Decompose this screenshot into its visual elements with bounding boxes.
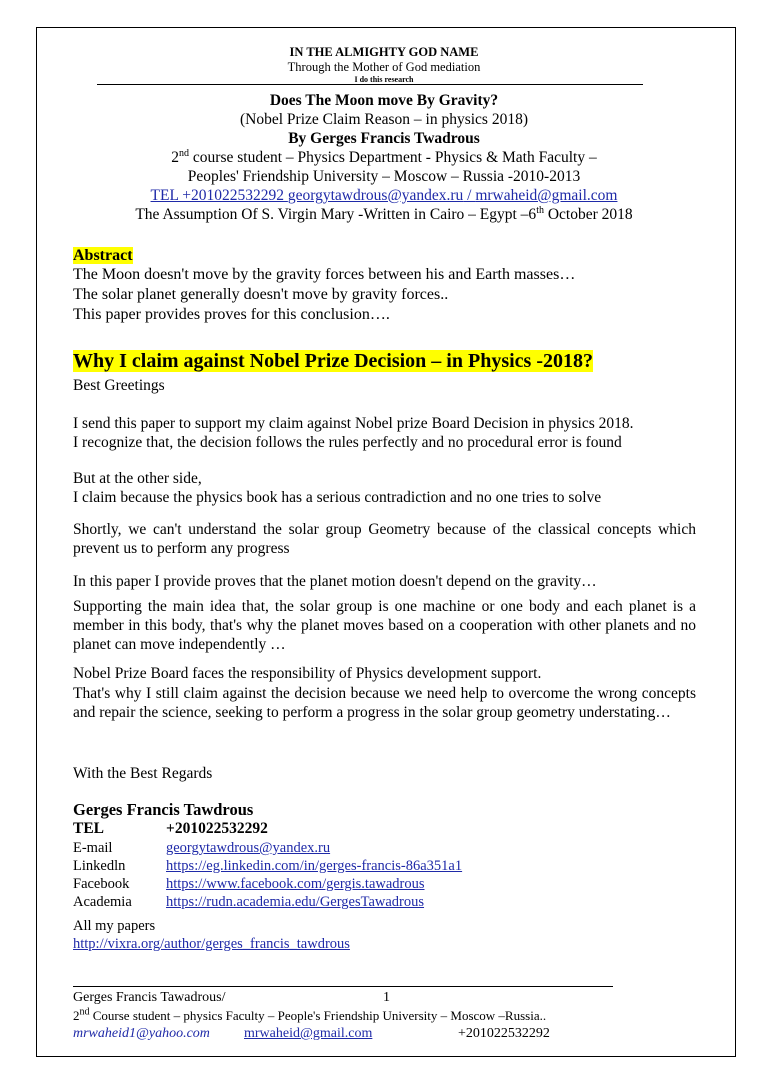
paragraph-4: In this paper I provide proves that the planet motion doesn't depend on the gravity… (73, 573, 597, 590)
abstract-line-2: The solar planet generally doesn't move by gravity forces.. (73, 286, 449, 303)
linkedin-link[interactable]: https://eg.linkedin.com/in/gerges-francis-86a351a1 (166, 858, 463, 874)
header-rule (97, 84, 643, 85)
abstract-line-3: This paper provides proves for this conclusion…. (73, 306, 390, 323)
abstract-line-1: The Moon doesn't move by the gravity forces between his and Earth masses… (73, 266, 576, 283)
email-link-yandex[interactable]: georgytawdrous@yandex.ru (287, 187, 464, 204)
page-number: 1 (383, 990, 390, 1005)
greeting: Best Greetings (73, 377, 165, 394)
signature-linkedin-row: Linkedln https://eg.linkedin.com/in/gerges-francis-86a351a1 (73, 858, 463, 874)
abstract-heading: Abstract (73, 247, 133, 264)
signature-academia-row: Academia https://rudn.academia.edu/GergesTawadrous (73, 894, 425, 910)
paragraph-2-line-2: I claim because the physics book has a serious contradiction and no one tries to solve (73, 489, 602, 506)
affiliation-line-2: Peoples' Friendship University – Moscow – Russia -2010-2013 (187, 168, 581, 185)
header-note: I do this research (354, 75, 414, 84)
paper-title: Does The Moon move By Gravity? (269, 92, 499, 109)
paragraph-6-rest: That's why I still claim against the decision because we need help to overcome the wrong concepts and repair the science, seeking to perform a progress in the solar group geometry understating… (73, 685, 696, 721)
closing-regards: With the Best Regards (73, 765, 213, 782)
signature-name: Gerges Francis Tawdrous (73, 800, 254, 819)
written-line: The Assumption Of S. Virgin Mary -Written in Cairo – Egypt –6th October 2018 (135, 204, 633, 223)
signature-tel: TEL +201022532292 (73, 820, 268, 837)
vixra-link[interactable]: http://vixra.org/author/gerges_francis_tawdrous (73, 936, 350, 952)
email-link-gmail[interactable]: mrwaheid@gmail.com (475, 187, 618, 204)
paragraph-2-line-1: But at the other side, (73, 470, 202, 487)
signature-email-link[interactable]: georgytawdrous@yandex.ru (166, 840, 331, 856)
footer-phone: +201022532292 (458, 1026, 550, 1041)
section-heading: Why I claim against Nobel Prize Decision – in Physics -2018? (73, 350, 593, 372)
all-papers-link-row (73, 936, 350, 953)
footer-email-gmail-wrap (244, 1026, 372, 1042)
footer-email-gmail[interactable]: mrwaheid@gmail.com (244, 1026, 373, 1041)
facebook-link[interactable]: https://www.facebook.com/gergis.tawadrous (166, 876, 425, 892)
academia-link[interactable]: https://rudn.academia.edu/GergesTawadrous (166, 894, 425, 910)
paragraph-3: Shortly, we can't understand the solar group Geometry because of the classical concepts which prevent us to perform any progress (73, 521, 696, 557)
paragraph-1-line-1: I send this paper to support my claim against Nobel prize Board Decision in physics 2018. (73, 415, 634, 432)
paper-author: By Gerges Francis Twadrous (288, 130, 480, 147)
affiliation-line-1: 2nd course student – Physics Department - Physics & Math Faculty – (171, 147, 597, 166)
signature-email-row: E-mail georgytawdrous@yandex.ru (73, 840, 331, 856)
all-papers-label: All my papers (73, 918, 156, 934)
contact-line: TEL +201022532292 georgytawdrous@yandex.ru / mrwaheid@gmail.com (150, 187, 618, 204)
signature-facebook-row: Facebook https://www.facebook.com/gergis.tawadrous (73, 876, 425, 892)
paragraph-5: Supporting the main idea that, the solar group is one machine or one body and each planet is a member in this body, that's why the planet moves based on a cooperation with other planets and no planet can move independently … (73, 598, 696, 653)
paragraph-6-line-1: Nobel Prize Board faces the responsibility of Physics development support. (73, 665, 542, 682)
paper-subtitle: (Nobel Prize Claim Reason – in physics 2018) (240, 111, 528, 128)
footer-rule (73, 986, 613, 987)
footer-course: 2nd Course student – physics Faculty – People's Friendship University – Moscow –Russia.. (73, 1006, 547, 1023)
footer-author: Gerges Francis Tawadrous/ (73, 990, 226, 1005)
header-invocation: IN THE ALMIGHTY GOD NAME (289, 45, 479, 59)
header-mediation: Through the Mother of God mediation (287, 60, 481, 74)
footer-email-yahoo[interactable]: mrwaheid1@yahoo.com (73, 1026, 210, 1041)
paragraph-1-line-2: I recognize that, the decision follows the rules perfectly and no procedural error is found (73, 434, 622, 451)
